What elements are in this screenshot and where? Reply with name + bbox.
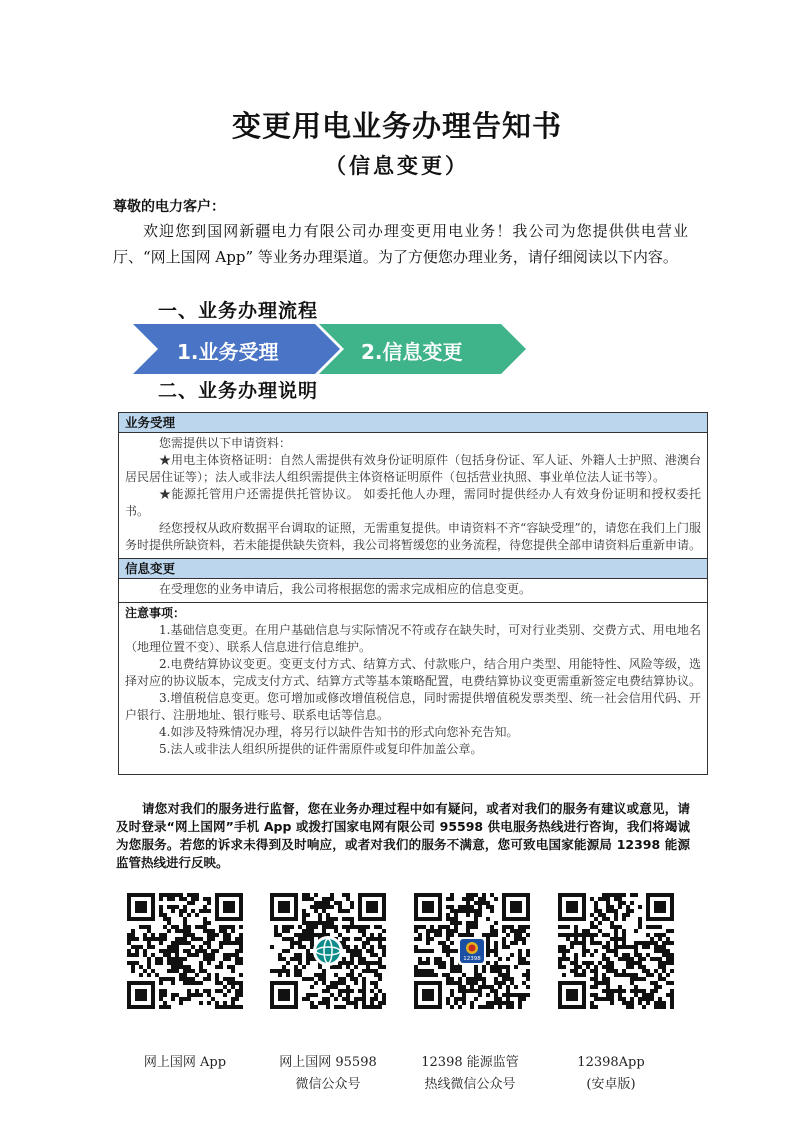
note-item: 3.增值税信息变更。您可增加或修改增值税信息，同时需提供增值税发票类型、统一社会信用代码、开户银行、注册地址、银行账号、联系电话等信息。 [125, 691, 701, 722]
page-subtitle: （信息变更） [325, 153, 469, 178]
accept-line: ★能源托管用户还需提供托管协议。 如委托他人办理，需同时提供经办人有效身份证明和授权委托书。 [125, 487, 701, 518]
qr-code-app[interactable] [127, 893, 243, 1009]
sgcc-logo-icon [313, 936, 343, 966]
qr-caption-12398-app [541, 1052, 681, 1096]
page-title: 变更用电业务办理告知书 [231, 109, 562, 143]
qr-caption-12398-wechat [400, 1052, 540, 1096]
note-item: 4.如涉及特殊情况办理，将另行以缺件告知书的形式向您补充告知。 [159, 725, 519, 739]
section-heading-instructions: 二、业务办理说明 [158, 380, 319, 402]
qr-caption-line: (安卓版) [586, 1077, 636, 1092]
note-item: 2.电费结算协议变更。变更支付方式、结算方式、付款账户，结合用户类型、用能特性、风险等级，选择对应的协议版本，完成支付方式、结算方式等基本策略配置，电费结算协议变更需重新签定电费结算协议。 [125, 657, 702, 688]
qr-caption-line: 网上国网 App [143, 1055, 227, 1070]
qr-caption-line: 12398 能源监管 [421, 1055, 519, 1070]
table-cell-accept [119, 433, 707, 558]
energy-regulator-badge-icon [458, 937, 486, 965]
qr-caption-line: 网上国网 95598 [279, 1055, 377, 1070]
qr-code-95598[interactable] [270, 893, 386, 1009]
qr-caption-95598 [258, 1052, 398, 1096]
table-header-accept: 业务受理 [119, 413, 707, 433]
flow-step-1-label: 1.业务受理 [177, 340, 279, 364]
qr-caption-app [115, 1052, 255, 1074]
intro-paragraph: 欢迎您到国网新疆电力有限公司办理变更用电业务！我公司为您提供供电营业厅、“网上国网 App” 等业务办理渠道。为了方便您办理业务，请仔细阅读以下内容。 [113, 222, 688, 266]
table-cell-notes [119, 602, 707, 774]
accept-line: 您需提供以下申请资料： [159, 436, 292, 450]
notes-title: 注意事项： [125, 606, 186, 620]
qr-caption-line: 12398App [577, 1055, 645, 1070]
instructions-table [118, 412, 708, 775]
change-line: 在受理您的业务申请后，我公司将根据您的需求完成相应的信息变更。 [159, 582, 532, 596]
accept-line: ★用电主体资格证明：自然人需提供有效身份证明原件（包括身份证、军人证、外籍人士护照、港澳台居民居住证等）；法人或非法人组织需提供主体资格证明原件（包括营业执照、事业单位法人证书等）。 [125, 453, 701, 484]
supervision-notice: 请您对我们的服务进行监督，您在业务办理过程中如有疑问，或者对我们的服务有建议或意见，请及时登录“网上国网”手机 App 或拨打国家电网有限公司 95598 供电服务热线进行咨询，我们将竭诚为您服务。若您的诉求未得到及时响应，或者对我们的服务不满意，您可致电国家能源局 12398 能源监管热线进行反映。 [116, 801, 690, 870]
note-item: 5.法人或非法人组织所提供的证件需原件或复印件加盖公章。 [159, 742, 483, 756]
table-cell-change [119, 579, 707, 602]
badge-number: 12398 [463, 956, 481, 962]
process-flow [133, 324, 533, 374]
qr-caption-line: 热线微信公众号 [424, 1077, 516, 1092]
note-item: 1.基础信息变更。在用户基础信息与实际情况不符或存在缺失时，可对行业类别、交费方式、用电地名（地理位置不变）、联系人信息进行信息维护。 [125, 623, 701, 654]
qr-code-12398-app[interactable] [558, 893, 674, 1009]
qr-code-12398-wechat[interactable] [414, 893, 530, 1009]
section-heading-process: 一、业务办理流程 [158, 300, 319, 322]
accept-line: 经您授权从政府数据平台调取的证照，无需重复提供。申请资料不齐“容缺受理”的，请您在我们上门服务时提供所缺资料，若未能提供缺失资料，我公司将暂缓您的业务流程，待您提供全部申请资料后重新申请。 [125, 521, 702, 552]
flow-step-2-label: 2.信息变更 [361, 340, 463, 364]
qr-caption-line: 微信公众号 [295, 1077, 361, 1092]
greeting: 尊敬的电力客户： [113, 199, 225, 215]
table-header-change: 信息变更 [119, 558, 707, 579]
